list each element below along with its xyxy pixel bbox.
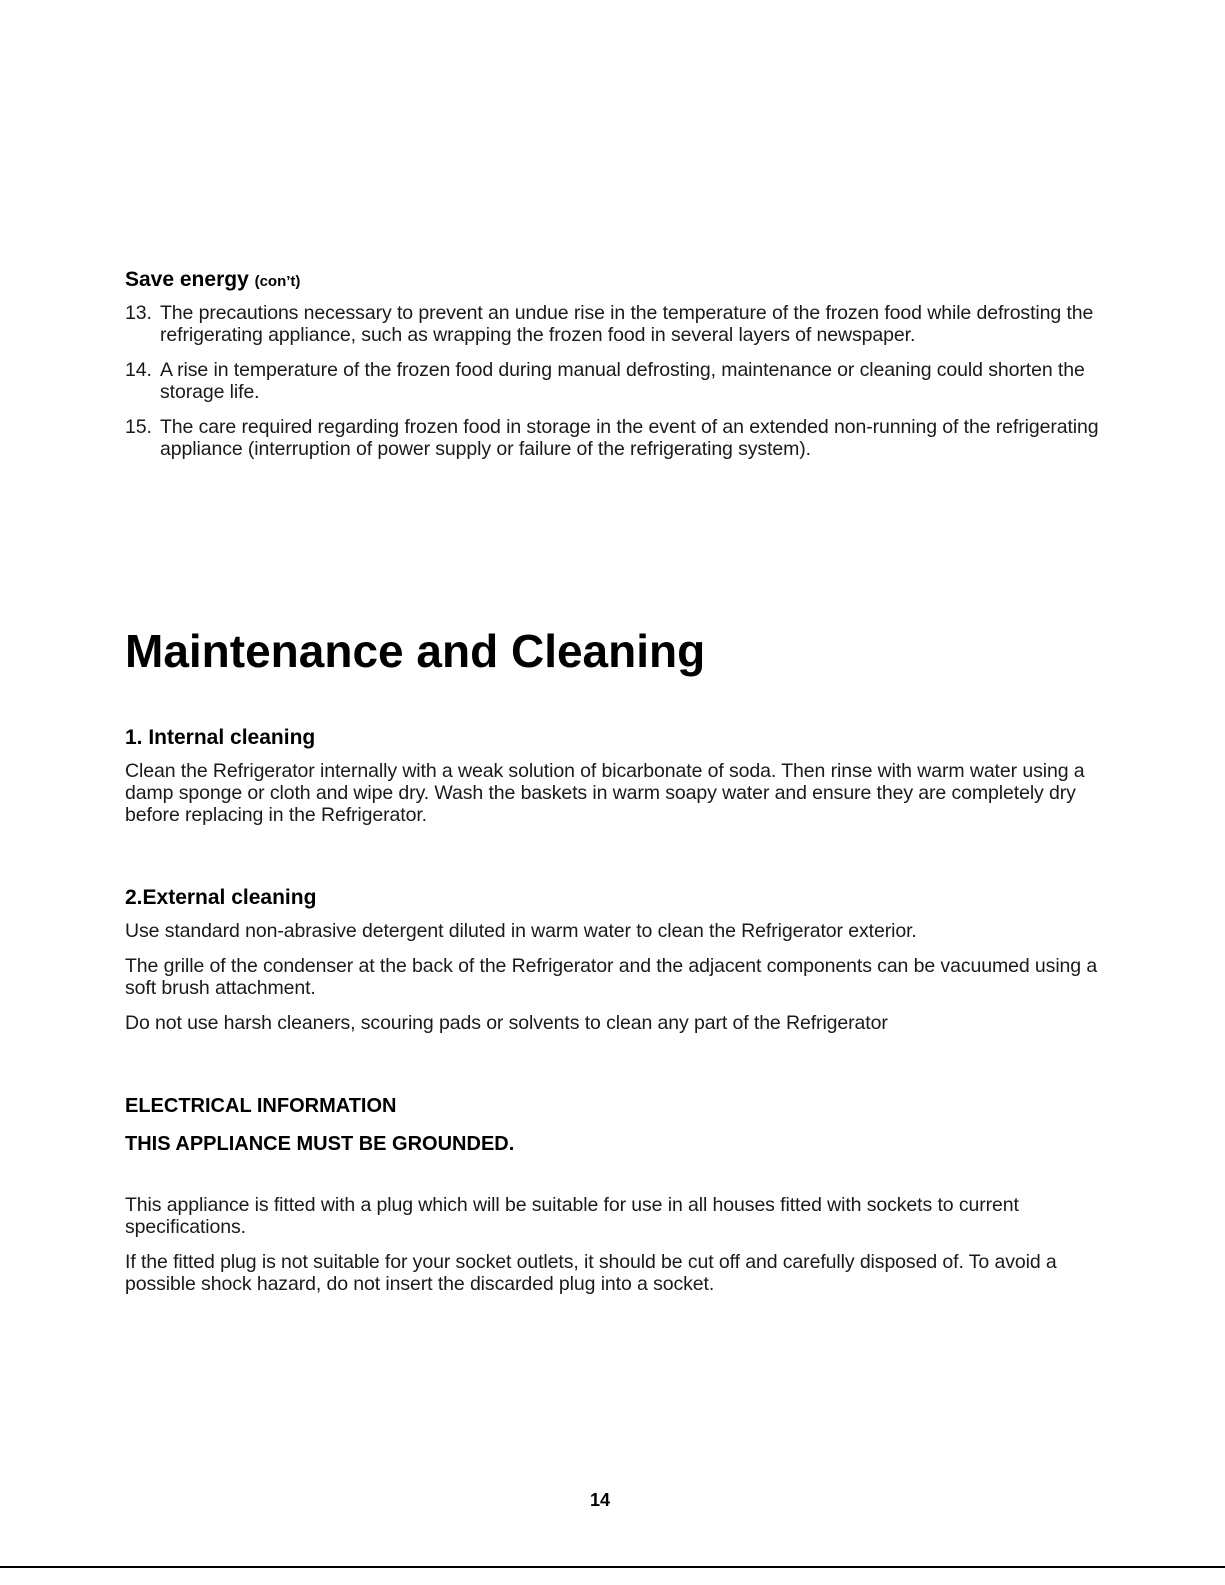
list-item-text: The care required regarding frozen food in storage in the event of an extended non-running of the refrigerating appliance (interruption of power supply or failure of the refrigerating system).: [160, 416, 1099, 460]
internal-cleaning-text: Clean the Refrigerator internally with a weak solution of bicarbonate of soda. Then rinse with warm water using a damp sponge or cloth and wipe dry. Wash the baskets in warm soapy water and ensure they are completely dry before replacing in the Refrigerator.: [125, 760, 1085, 826]
internal-cleaning-heading: 1. Internal cleaning: [125, 726, 316, 749]
list-item-text: The precautions necessary to prevent an undue rise in the temperature of the frozen food while defrosting the refrigerating appliance, such as wrapping the frozen food in several layers of newspaper.: [160, 302, 1094, 346]
external-cleaning-paragraph: The grille of the condenser at the back of the Refrigerator and the adjacent components can be vacuumed using a soft brush attachment.: [125, 955, 1098, 999]
save-energy-cont: (con’t): [254, 273, 301, 290]
grounding-warning: THIS APPLIANCE MUST BE GROUNDED.: [125, 1133, 515, 1155]
save-energy-list: [125, 302, 1125, 460]
save-energy-section: [125, 268, 1125, 473]
electrical-heading: ELECTRICAL INFORMATION: [125, 1095, 397, 1117]
save-energy-title: Save energy: [125, 268, 249, 291]
page-title: Maintenance and Cleaning: [125, 625, 706, 677]
electrical-paragraph: If the fitted plug is not suitable for your socket outlets, it should be cut off and carefully disposed of. To avoid a possible shock hazard, do not insert the discarded plug into a socket.: [125, 1251, 1057, 1295]
external-cleaning-section: [125, 886, 1125, 1047]
electrical-section: [125, 1095, 1125, 1308]
list-item-number: 14.: [125, 359, 152, 381]
list-item: [125, 359, 1125, 403]
internal-cleaning-section: [125, 726, 1125, 839]
list-item-number: 13.: [125, 302, 152, 324]
electrical-paragraph: This appliance is fitted with a plug which will be suitable for use in all houses fitted with sockets to current specifications.: [125, 1194, 1019, 1238]
external-cleaning-paragraph: Use standard non-abrasive detergent diluted in warm water to clean the Refrigerator exterior.: [125, 920, 917, 942]
list-item-text: A rise in temperature of the frozen food during manual defrosting, maintenance or cleaning could shorten the storage life.: [160, 359, 1085, 403]
list-item: [125, 416, 1125, 460]
page-number: 14: [589, 1490, 611, 1510]
save-energy-heading: [125, 268, 1125, 292]
external-cleaning-heading: 2.External cleaning: [125, 886, 317, 909]
list-item: [125, 302, 1125, 346]
bottom-divider: [0, 1566, 1225, 1568]
list-item-number: 15.: [125, 416, 152, 438]
external-cleaning-paragraph: Do not use harsh cleaners, scouring pads or solvents to clean any part of the Refrigerator: [125, 1012, 888, 1034]
